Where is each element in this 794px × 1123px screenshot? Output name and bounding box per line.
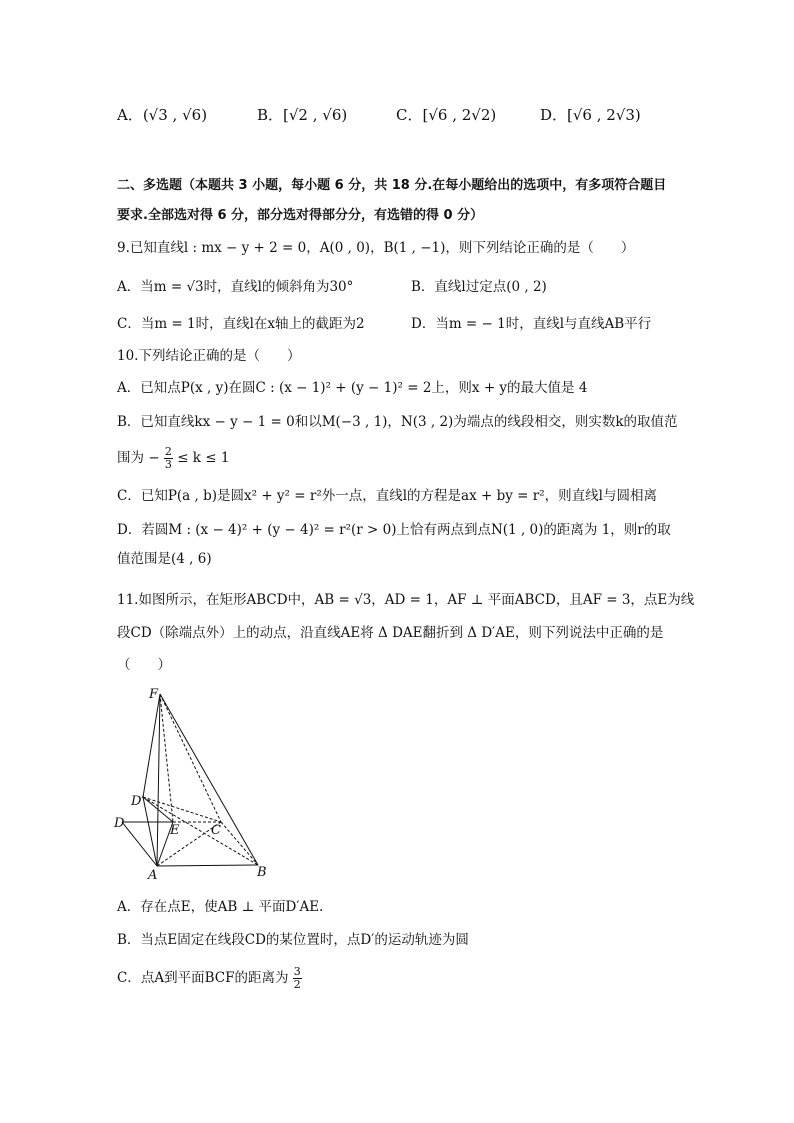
q11-stem-line3: （ ） <box>117 657 171 673</box>
q11-option-a: A．存在点E，使AB ⊥ 平面D′AE. <box>117 899 324 915</box>
q10-b2-suffix: ≤ k ≤ 1 <box>177 450 230 466</box>
edge-d-prime-b-dashed <box>143 797 258 865</box>
fraction-numerator: 2 <box>164 445 172 458</box>
geometry-figure <box>110 682 290 882</box>
q11-stem-line1: 11.如图所示，在矩形ABCD中，AB = √3，AD = 1，AF ⊥ 平面ABCD，且AF = 3，点E为线 <box>117 592 695 608</box>
fraction-three-halves <box>293 966 302 991</box>
q10-b2-prefix: 围为 − <box>117 450 160 466</box>
q9-option-a: A．当m = √3时，直线l的倾斜角为30° <box>117 279 354 295</box>
q9-stem: 9.已知直线l : mx − y + 2 = 0，A(0 , 0)，B(1 , −1)，则下列结论正确的是（ ） <box>117 240 635 256</box>
option-a: A．(√3 , √6) <box>117 106 208 124</box>
label-c: C <box>211 823 221 838</box>
edge-fa <box>157 694 160 866</box>
q9-option-c: C．当m = 1时，直线l在x轴上的截距为2 <box>117 316 365 332</box>
q11-stem-line2: 段CD（除端点外）上的动点，沿直线AE将 Δ DAE翻折到 Δ D′AE，则下列说法中正确的是 <box>117 625 664 641</box>
option-b: B．[√2 , √6) <box>257 106 348 124</box>
edge-fc-dashed <box>160 694 221 822</box>
q10-option-d-line1: D．若圆M : (x − 4)² + (y − 4)² = r²(r > 0)上恰有两点到点N(1 , 0)的距离为 1，则r的取 <box>117 522 671 538</box>
q11-c-text: C．点A到平面BCF的距离为 <box>117 970 289 986</box>
fraction-denominator: 2 <box>293 978 301 991</box>
label-b: B <box>257 865 267 880</box>
q11-option-c <box>117 963 302 993</box>
option-c: C．[√6 , 2√2) <box>396 106 497 124</box>
q10-option-a: A．已知点P(x , y)在圆C : (x − 1)² + (y − 1)² = 2上，则x + y的最大值是 4 <box>117 380 588 396</box>
section-header-line2: 要求.全部选对得 6 分，部分选对得部分分，有选错的得 0 分） <box>117 208 484 223</box>
label-a: A <box>148 868 158 882</box>
section-header-line1: 二、多选题（本题共 3 小题，每小题 6 分，共 18 分.在每小题给出的选项中，有多项符合题目 <box>117 178 667 193</box>
edge-d-prime-c-dashed <box>143 797 221 822</box>
edge-fd-prime <box>143 694 160 797</box>
q11-option-b: B．当点E固定在线段CD的某位置时，点D′的运动轨迹为圆 <box>117 932 469 948</box>
edge-da <box>122 822 157 866</box>
q10-stem: 10.下列结论正确的是（ ） <box>117 348 301 364</box>
q9-option-b: B．直线l过定点(0 , 2) <box>411 279 547 295</box>
label-d-prime: D′ <box>131 794 145 809</box>
label-e: E <box>170 823 180 838</box>
edge-cb-dashed <box>221 822 258 865</box>
q10-option-b-line1: B．已知直线kx − y − 1 = 0和以M(−3 , 1)，N(3 , 2)为端点的线段相交，则实数k的取值范 <box>117 414 678 430</box>
q9-option-d: D．当m = − 1时，直线l与直线AB平行 <box>411 316 652 332</box>
q10-option-b-line2 <box>117 446 229 471</box>
label-d: D <box>114 816 125 831</box>
edge-fb <box>160 694 258 865</box>
fraction-denominator: 3 <box>164 458 172 471</box>
option-d: D．[√6 , 2√3) <box>540 106 641 124</box>
label-f: F <box>149 687 159 702</box>
fraction-two-thirds <box>164 446 173 471</box>
q10-option-d-line2: 值范围是(4 , 6) <box>117 551 212 567</box>
edge-ab <box>157 865 258 866</box>
fraction-numerator: 3 <box>293 965 301 978</box>
q10-option-c: C．已知P(a , b)是圆x² + y² = r²外一点，直线l的方程是ax + by = r²，则直线l与圆相离 <box>117 488 657 504</box>
